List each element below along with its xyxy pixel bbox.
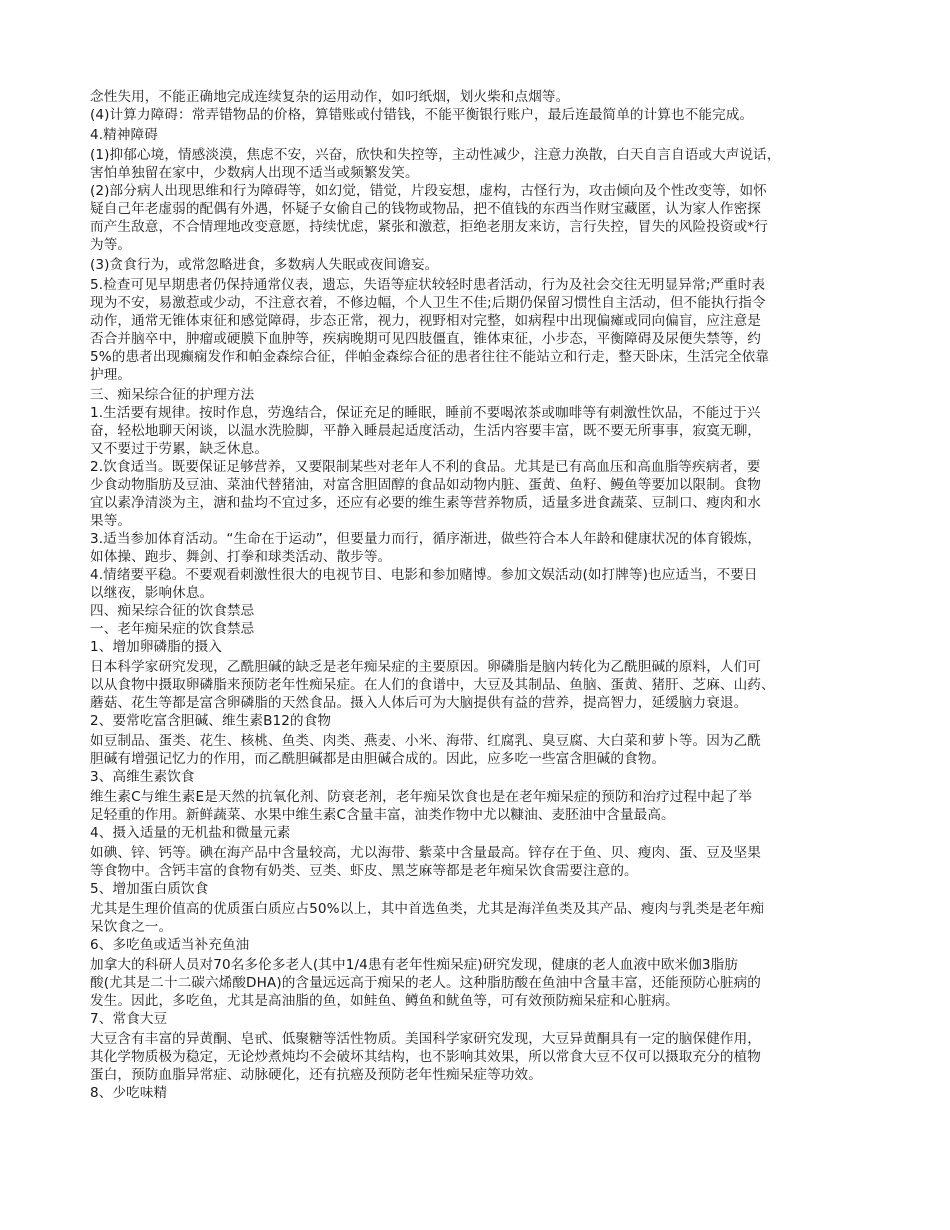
- text-line: 蘑菇、花生等都是富含卵磷脂的天然食品。摄入人体后可为大脑提供有益的营养，提高智力，延缓脑力衰退。: [90, 695, 748, 711]
- text-line: 奋，轻松地聊天闲谈，以温水洗脸脚，平静入睡晨起适度活动，生活内容要丰富，既不要无所事事，寂寞无聊，: [90, 423, 761, 439]
- text-line: 2.饮食适当。既要保证足够营养，又要限制某些对老年人不利的食品。尤其是已有高血压和高血脂等疾病者，要: [90, 459, 761, 475]
- text-line: (4)计算力障碍：常弄错物品的价格，算错账或付错钱，不能平衡银行账户，最后连最简单的计算也不能完成。: [90, 107, 754, 123]
- text-line: 7、常食大豆: [90, 1011, 168, 1027]
- text-line: 动作，通常无锥体束征和感觉障碍，步态正常，视力，视野相对完整，如病程中出现偏瘫或同向偏盲，应注意是: [90, 313, 761, 329]
- text-line: 酸(尤其是二十二碳六烯酸DHA)的含量远远高于痴呆的老人。这种脂肪酸在鱼油中含量丰富，还能预防心脏病的: [90, 975, 762, 991]
- text-line: 大豆含有丰富的异黄酮、皂甙、低聚糖等活性物质。美国科学家研究发现，大豆异黄酮具有一定的脑保健作用，: [90, 1031, 761, 1047]
- text-line: 三、痴呆综合征的护理方法: [90, 387, 255, 403]
- text-line: 而产生敌意，不合情理地改变意愿，持续忧虑，紧张和激惹，拒绝老朋友来访，言行失控，冒失的风险投资或*行: [90, 219, 768, 235]
- text-line: 少食动物脂肪及豆油、菜油代替猪油，对富含胆固醇的食品如动物内脏、蛋黄、鱼籽、鳗鱼等要加以限制。食物: [90, 477, 761, 493]
- text-line: 加拿大的科研人员对70名多伦多老人(其中1/4患有老年性痴呆症)研究发现，健康的老人血液中欧米伽3脂肪: [90, 957, 739, 973]
- text-line: 其化学物质极为稳定，无论炒煮炖均不会破坏其结构，也不影响其效果，所以常食大豆不仅可以摄取充分的植物: [90, 1049, 761, 1065]
- text-line: 念性失用，不能正确地完成连续复杂的运用动作，如叼纸烟，划火柴和点烟等。: [90, 89, 570, 105]
- text-line: 呆饮食之一。: [90, 919, 173, 935]
- text-line: 以继夜，影响休息。: [90, 585, 214, 601]
- text-line: 蛋白，预防血脂异常症、动脉硬化，还有抗癌及预防老年性痴呆症等功效。: [90, 1067, 542, 1083]
- text-line: 4.精神障碍: [90, 127, 158, 143]
- text-line: 日本科学家研究发现，乙酰胆碱的缺乏是老年痴呆症的主要原因。卵磷脂是脑内转化为乙酰胆碱的原料，人们可: [90, 659, 761, 675]
- text-line: 发生。因此，多吃鱼，尤其是高油脂的鱼，如鲑鱼、鳟鱼和鱿鱼等，可有效预防痴呆症和心脏病。: [90, 993, 679, 1009]
- text-line: 维生素C与维生素E是天然的抗氧化剂、防衰老剂，老年痴呆饮食也是在老年痴呆症的预防和治疗过程中起了举: [90, 789, 752, 805]
- text-line: 如豆制品、蛋类、花生、核桃、鱼类、肉类、燕麦、小米、海带、红腐乳、臭豆腐、大白菜和萝卜等。因为乙酰: [90, 733, 761, 749]
- text-line: 疑自己年老虚弱的配偶有外遇，怀疑子女偷自己的钱物或物品，把不值钱的东西当作财宝藏匿，认为家人作密探: [90, 201, 761, 217]
- text-line: 5%的患者出现癫痫发作和帕金森综合征，伴帕金森综合征的患者往往不能站立和行走，整天卧床，生活完全依靠: [90, 349, 770, 365]
- text-line: 四、痴呆综合征的饮食禁忌: [90, 603, 255, 619]
- text-line: 胆碱有增强记忆力的作用，而乙酰胆碱都是由胆碱合成的。因此，应多吃一些富含胆碱的食物。: [90, 751, 666, 767]
- text-line: 3.适当参加体育活动。“生命在于运动”，但要量力而行，循序渐进，做些符合本人年龄和健康状况的体育锻炼，: [90, 531, 762, 547]
- text-line: (3)贪食行为，或常忽略进食，多数病人失眠或夜间谵妄。: [90, 257, 439, 273]
- text-line: 3、高维生素饮食: [90, 769, 195, 785]
- text-line: 8、少吃味精: [90, 1085, 168, 1101]
- text-line: 足轻重的作用。新鲜蔬菜、水果中维生素C含量丰富，油类作物中尤以糠油、麦胚油中含量最高。: [90, 807, 675, 823]
- text-line: 等食物中。含钙丰富的食物有奶类、豆类、虾皮、黑芝麻等都是老年痴呆饮食需要注意的。: [90, 863, 638, 879]
- text-line: 6、多吃鱼或适当补充鱼油: [90, 937, 250, 953]
- text-line: 否合并脑卒中，肿瘤或硬膜下血肿等，疾病晚期可见四肢僵直，锥体束征，小步态，平衡障碍及尿便失禁等，约: [90, 331, 761, 347]
- text-line: 尤其是生理价值高的优质蛋白质应占50%以上，其中首选鱼类，尤其是海洋鱼类及其产品、瘦肉与乳类是老年痴: [90, 901, 765, 917]
- text-line: (1)抑郁心境，情感淡漠，焦虑不安，兴奋，欣快和失控等，主动性减少，注意力涣散，白天自言自语或大声说话，: [90, 147, 781, 163]
- text-line: 1、增加卵磷脂的摄入: [90, 639, 222, 655]
- text-line: 如碘、锌、钙等。碘在海产品中含量较高，尤以海带、紫菜中含量最高。锌存在于鱼、贝、瘦肉、蛋、豆及坚果: [90, 845, 761, 861]
- text-line: 又不要过于劳累，缺乏休息。: [90, 441, 269, 457]
- text-line: 护理。: [90, 367, 132, 383]
- text-line: 5、增加蛋白质饮食: [90, 881, 209, 897]
- text-line: 1.生活要有规律。按时作息，劳逸结合，保证充足的睡眠，睡前不要喝浓茶或咖啡等有刺激性饮品，不能过于兴: [90, 405, 761, 421]
- text-line: 4、摄入适量的无机盐和微量元素: [90, 825, 291, 841]
- document-body: [90, 88, 862, 1102]
- text-line: 果等。: [90, 513, 132, 529]
- text-line: 害怕单独留在家中，少数病人出现不适当或频繁发笑。: [90, 165, 419, 181]
- text-line: 为等。: [90, 237, 132, 253]
- text-line: 现为不安，易激惹或少动，不注意衣着，不修边幅，个人卫生不佳;后期仍保留习惯性自主活动，但不能执行指令: [90, 295, 766, 311]
- text-line: 如体操、跑步、舞剑、打拳和球类活动、散步等。: [90, 549, 392, 565]
- text-line: 4.情绪要平稳。不要观看刺激性很大的电视节目、电影和参加赌博。参加文娱活动(如打牌等)也应适当，不要日: [90, 567, 758, 583]
- text-line: 以从食物中摄取卵磷脂来预防老年性痴呆症。在人们的食谱中，大豆及其制品、鱼脑、蛋黄、猪肝、芝麻、山药、: [90, 677, 775, 693]
- text-line: 5.检查可见早期患者仍保持通常仪表，遗忘，失语等症状较轻时患者活动，行为及社会交往无明显异常;严重时表: [90, 277, 766, 293]
- text-line: 2、要常吃富含胆碱、维生素B12的食物: [90, 713, 332, 729]
- text-line: (2)部分病人出现思维和行为障碍等，如幻觉，错觉，片段妄想，虚构，古怪行为，攻击倾向及个性改变等，如怀: [90, 183, 767, 199]
- text-line: 宜以素净清淡为主，溏和盐均不宜过多，还应有必要的维生素等营养物质，适量多进食蔬菜、豆制口、瘦肉和水: [90, 495, 761, 511]
- text-line: 一、老年痴呆症的饮食禁忌: [90, 621, 255, 637]
